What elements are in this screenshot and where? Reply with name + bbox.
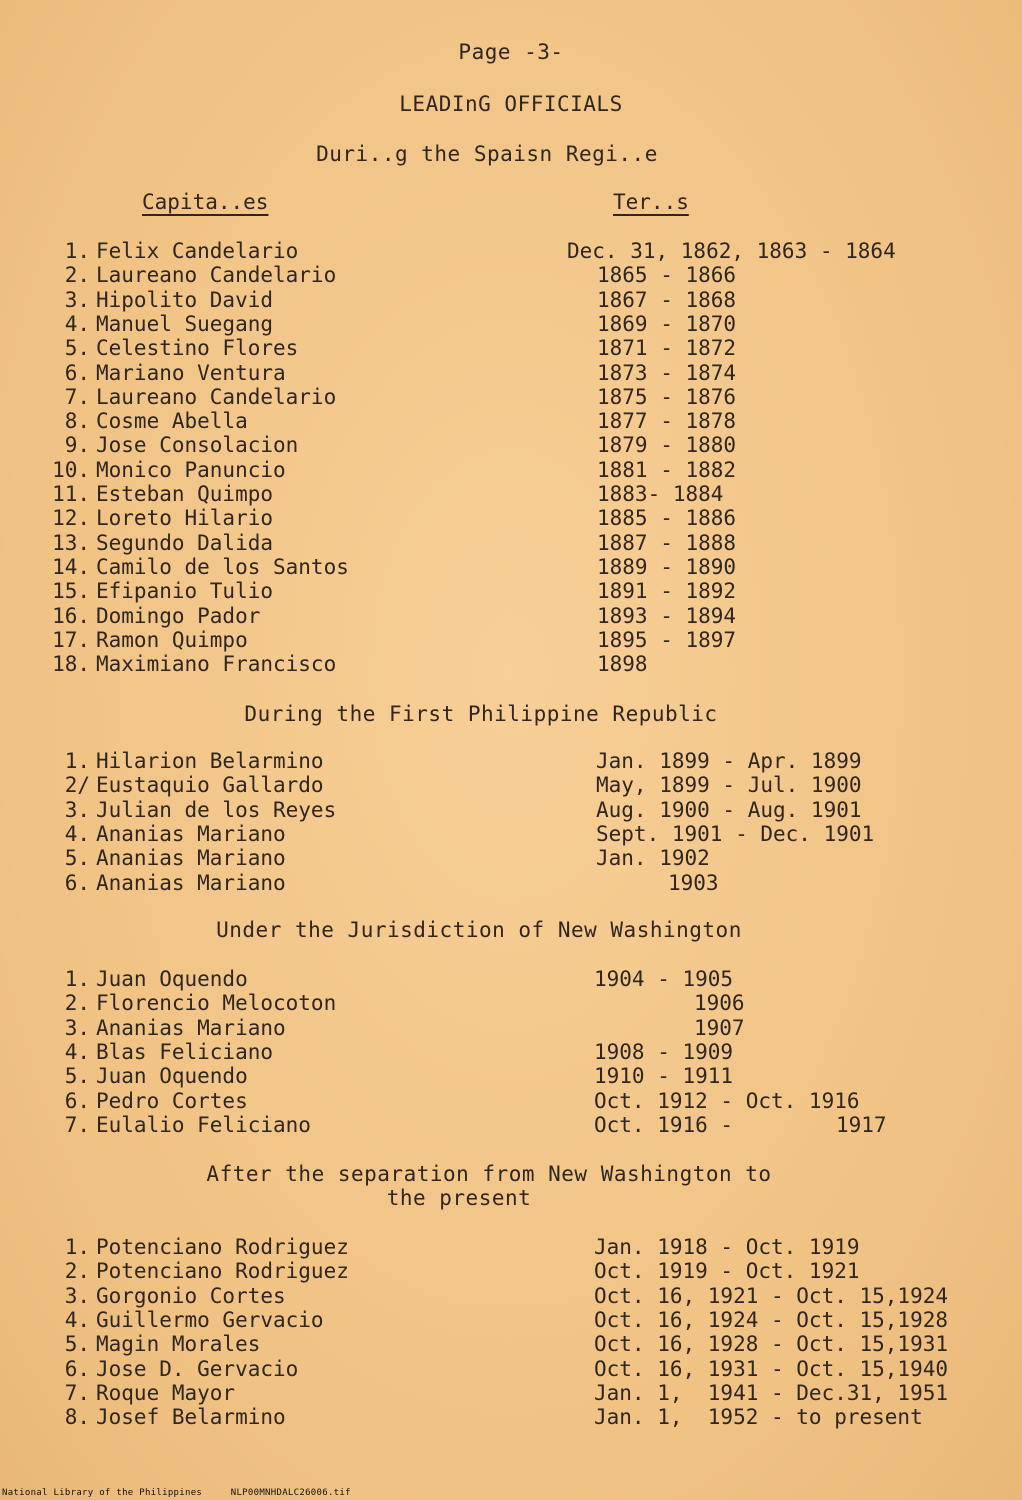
term-of-office: 1879 - 1880 [597,433,737,458]
official-name: Camilo de los Santos [96,554,349,579]
document-title: LEADInG OFFICIALS [399,92,623,116]
term-of-office: 1869 - 1870 [597,311,737,336]
official-name: Jose D. Gervacio [96,1356,299,1381]
table-row [0,1405,1022,1429]
table-row [0,385,1022,409]
row-number: 1. [64,967,90,991]
official-name: Ramon Quimpo [96,627,248,652]
table-row [0,773,1022,797]
official-name: Loreto Hilario [96,506,274,531]
row-number: 7. [64,1112,90,1137]
official-name: Esteban Quimpo [96,482,274,506]
table-row [0,846,1022,870]
row-number: 2. [64,263,90,288]
official-name: Segundo Dalida [96,530,274,555]
official-name: Cosme Abella [96,409,248,434]
term-of-office: Aug. 1900 - Aug. 1901 [596,797,862,822]
section-heading-separation-line2: the present [386,1186,532,1210]
term-of-office: 1871 - 1872 [597,336,737,361]
term-of-office: 1881 - 1882 [597,457,737,482]
term-of-office: Oct. 1916 - [594,1112,734,1137]
table-row [0,239,1022,263]
section-heading-new-washington: Under the Jurisdiction of New Washington [216,918,742,942]
section-heading-separation: After the separation from New Washington to [206,1162,772,1186]
row-number: 5. [64,846,90,871]
row-number: 3. [64,1283,90,1308]
official-name: Josef Belarmino [96,1405,286,1430]
official-name: Jose Consolacion [96,433,299,458]
official-name: Mariano Ventura [96,360,286,385]
table-row [0,1381,1022,1405]
official-name: Potenciano Rodriguez [96,1259,349,1284]
row-number: 4. [64,1039,90,1064]
table-row [0,749,1022,773]
row-number: 10. [52,457,90,482]
official-name: Maximiano Francisco [96,652,337,677]
term-of-office: Dec. 31, 1862, 1863 - 1864 [567,239,896,263]
term-of-office: 1889 - 1890 [597,554,737,579]
official-name: Laureano Candelario [96,263,337,288]
row-number: 4. [64,821,90,846]
official-name: Julian de los Reyes [96,797,337,822]
official-name: Ananias Mariano [96,846,286,871]
row-number: 7. [64,1380,90,1405]
row-number: 6. [64,1088,90,1113]
official-name: Hipolito David [96,287,274,312]
term-of-office: Oct. 1919 - Oct. 1921 [594,1259,860,1284]
official-name: Blas Feliciano [96,1039,274,1064]
term-of-office: 1903 [668,870,719,895]
term-of-office: Oct. 16, 1921 - Oct. 15,1924 [594,1283,949,1308]
term-of-office: Jan. 1, 1941 - Dec.31, 1951 [594,1380,949,1405]
row-number: 1. [64,239,90,263]
official-name: Potenciano Rodriguez [96,1235,349,1259]
table-row [0,433,1022,457]
term-of-office: Oct. 16, 1924 - Oct. 15,1928 [594,1307,949,1332]
table-row [0,628,1022,652]
row-number: 6. [64,360,90,385]
official-name: Roque Mayor [96,1380,236,1405]
table-row [0,506,1022,530]
term-of-office: 1875 - 1876 [597,384,737,409]
table-row [0,822,1022,846]
table-row [0,361,1022,385]
table-row [0,288,1022,312]
table-row [0,531,1022,555]
table-row [0,1064,1022,1088]
term-of-office: 1907 [694,1015,745,1040]
official-name: Juan Oquendo [96,1064,248,1089]
official-name: Domingo Pador [96,603,261,628]
table-row [0,458,1022,482]
official-name: Pedro Cortes [96,1088,248,1113]
row-number: 6. [64,870,90,895]
table-row [0,1284,1022,1308]
row-number: 13. [52,530,90,555]
official-name: Efipanio Tulio [96,579,274,604]
official-name: Florencio Melocoton [96,991,337,1016]
row-number: 4. [64,311,90,336]
term-of-office: 1891 - 1892 [597,579,737,604]
table-row [0,312,1022,336]
section-heading-republic: During the First Philippine Republic [244,702,718,726]
table-row [0,579,1022,603]
term-of-office: 1895 - 1897 [597,627,737,652]
row-number: 1. [64,1235,90,1259]
row-number: 3. [64,287,90,312]
table-row [0,604,1022,628]
table-row [0,1308,1022,1332]
row-number: 2. [64,991,90,1016]
row-number: 14. [52,554,90,579]
row-number: 2/ [64,773,90,798]
official-name: Magin Morales [96,1332,261,1357]
official-name: Laureano Candelario [96,384,337,409]
official-name: Gorgonio Cortes [96,1283,286,1308]
term-of-office: 1885 - 1886 [597,506,737,531]
table-row [0,967,1022,991]
official-name: Ananias Mariano [96,1015,286,1040]
term-of-office: 1873 - 1874 [597,360,737,385]
row-number: 5. [64,336,90,361]
term-of-office: Jan. 1, 1952 - to present [594,1405,923,1430]
official-name: Manuel Suegang [96,311,274,336]
row-number: 1. [64,749,90,773]
column-header-terms: Ter..s [613,190,689,214]
official-name: Eustaquio Gallardo [96,773,324,798]
term-of-office: 1867 - 1868 [597,287,737,312]
table-row [0,871,1022,895]
table-row [0,798,1022,822]
row-number: 2. [64,1259,90,1284]
row-number: 15. [52,579,90,604]
term-end-year: 1917 [836,1112,887,1137]
term-of-office: 1906 [694,991,745,1016]
term-of-office: 1910 - 1911 [594,1064,734,1089]
table-row [0,1235,1022,1259]
official-name: Guillermo Gervacio [96,1307,324,1332]
official-name: Ananias Mariano [96,821,286,846]
row-number: 12. [52,506,90,531]
term-of-office: Sept. 1901 - Dec. 1901 [596,821,875,846]
term-of-office: 1865 - 1866 [597,263,737,288]
term-of-office: Jan. 1902 [596,846,710,871]
official-name: Ananias Mariano [96,870,286,895]
term-of-office: Oct. 16, 1928 - Oct. 15,1931 [594,1332,949,1357]
table-row [0,336,1022,360]
official-name: Juan Oquendo [96,967,248,991]
term-of-office: 1893 - 1894 [597,603,737,628]
term-of-office: 1877 - 1878 [597,409,737,434]
term-of-office: Jan. 1918 - Oct. 1919 [594,1235,860,1259]
term-of-office: Oct. 1912 - Oct. 1916 [594,1088,860,1113]
term-of-office: 1887 - 1888 [597,530,737,555]
official-name: Felix Candelario [96,239,299,263]
row-number: 5. [64,1064,90,1089]
archive-footer: National Library of the Philippines NLP00MNHDALC26006.tif [2,1488,351,1498]
table-row [0,991,1022,1015]
term-of-office: Jan. 1899 - Apr. 1899 [596,749,862,773]
page-label: Page -3- [458,40,564,64]
row-number: 7. [64,384,90,409]
table-row [0,1357,1022,1381]
table-row [0,1113,1022,1137]
table-row [0,1332,1022,1356]
table-row [0,263,1022,287]
term-of-office: 1904 - 1905 [594,967,734,991]
row-number: 11. [52,482,90,506]
table-row [0,1016,1022,1040]
table-row [0,652,1022,676]
official-name: Hilarion Belarmino [96,749,324,773]
row-number: 3. [64,797,90,822]
official-name: Eulalio Feliciano [96,1112,311,1137]
row-number: 3. [64,1015,90,1040]
table-row [0,555,1022,579]
table-row [0,409,1022,433]
table-row [0,1089,1022,1113]
row-number: 9. [64,433,90,458]
row-number: 17. [52,627,90,652]
column-header-capitanes: Capita..es [142,190,269,214]
official-name: Monico Panuncio [96,457,286,482]
table-row [0,1259,1022,1283]
section-heading-spanish: Duri..g the Spaisn Regi..e [316,142,658,166]
table-row [0,482,1022,506]
term-of-office: Oct. 16, 1931 - Oct. 15,1940 [594,1356,949,1381]
official-name: Celestino Flores [96,336,299,361]
term-of-office: 1883- 1884 [597,482,724,506]
row-number: 4. [64,1307,90,1332]
term-of-office: May, 1899 - Jul. 1900 [596,773,862,798]
row-number: 8. [64,1405,90,1430]
row-number: 16. [52,603,90,628]
row-number: 8. [64,409,90,434]
table-row [0,1040,1022,1064]
term-of-office: 1908 - 1909 [594,1039,734,1064]
row-number: 5. [64,1332,90,1357]
term-of-office: 1898 [597,652,648,677]
row-number: 18. [52,652,90,677]
row-number: 6. [64,1356,90,1381]
